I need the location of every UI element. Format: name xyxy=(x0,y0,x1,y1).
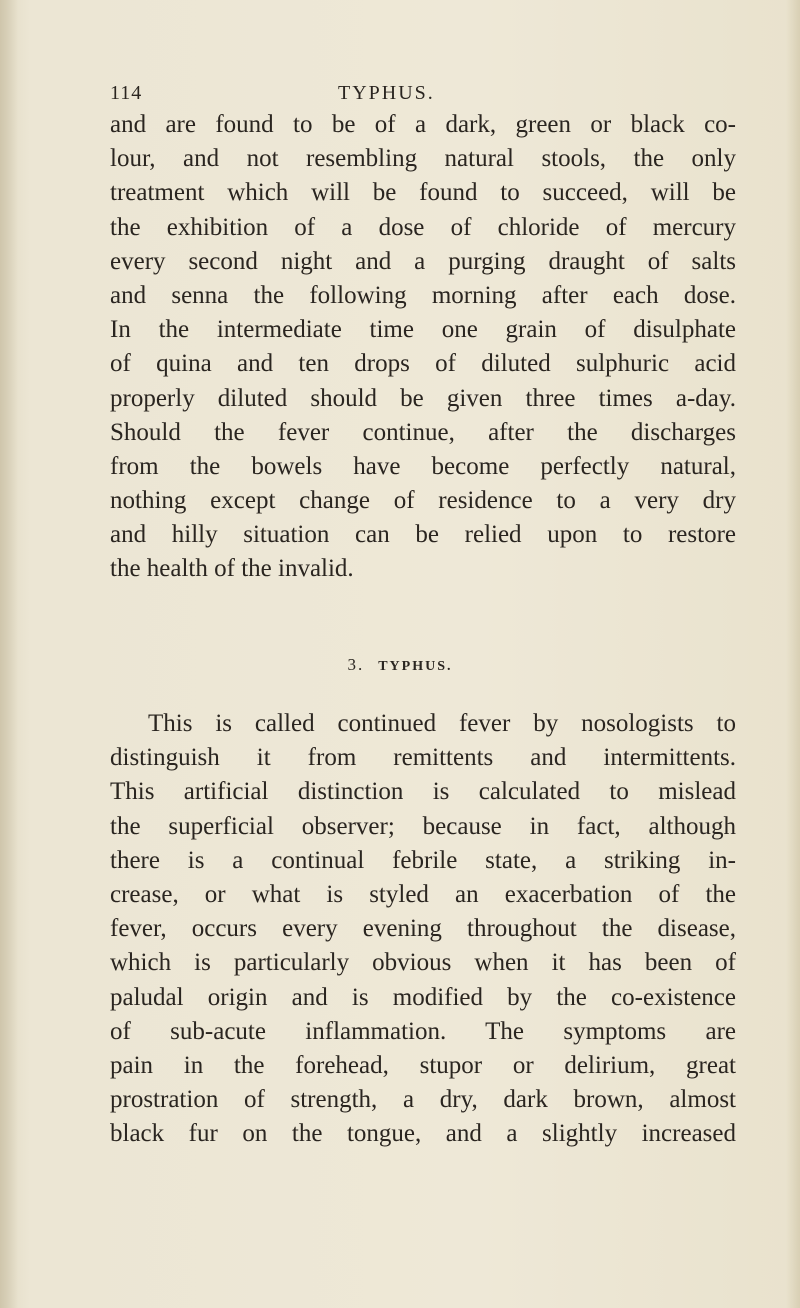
text-line: and senna the following morning after each dose. xyxy=(110,281,736,309)
text-line: pain in the forehead, stupor or delirium, great xyxy=(110,1051,736,1079)
text-line: and are found to be of a dark, green or black co- xyxy=(110,111,736,138)
text-line: In the intermediate time one grain of disulphate xyxy=(110,316,736,344)
text-line: which is particularly obvious when it has been of xyxy=(110,949,736,977)
text-line: from the bowels have become perfectly natural, xyxy=(110,452,736,480)
gutter-shadow xyxy=(0,0,18,1308)
running-title: TYPHUS. xyxy=(338,82,435,104)
text-line: and hilly situation can be relied upon to restore xyxy=(110,521,736,549)
text-line: lour, and not resembling natural stools, the only xyxy=(110,145,736,173)
text-line: Should the fever continue, after the discharges xyxy=(110,418,736,446)
text-line: crease, or what is styled an exacerbation of the xyxy=(110,880,736,908)
page-number: 114 xyxy=(110,82,143,104)
page-edge xyxy=(786,0,800,1308)
text-line: nothing except change of residence to a very dry xyxy=(110,487,736,515)
text-line: every second night and a purging draught of salts xyxy=(110,247,736,275)
section-heading xyxy=(0,655,800,675)
paragraph-continuation xyxy=(110,108,736,587)
text-line: fever, occurs every evening throughout the disease, xyxy=(110,915,736,943)
text-line: the superficial observer; because in fact, although xyxy=(110,812,736,840)
text-line: paludal origin and is modified by the co-existence xyxy=(110,983,736,1011)
text-line: of sub-acute inflammation. The symptoms are xyxy=(110,1017,736,1045)
text-line: This is called continued fever by nosologists to xyxy=(148,710,736,737)
text-line: there is a continual febrile state, a striking in- xyxy=(110,846,736,874)
text-line: of quina and ten drops of diluted sulphuric acid xyxy=(110,350,736,378)
text-line: black fur on the tongue, and a slightly increased xyxy=(110,1120,736,1148)
text-line: distinguish it from remittents and intermittents. xyxy=(110,744,736,772)
section-title: TYPHUS. xyxy=(378,659,453,674)
text-line: the exhibition of a dose of chloride of mercury xyxy=(110,213,736,241)
text-line: the health of the invalid. xyxy=(110,555,354,583)
text-line: This artificial distinction is calculated to mislead xyxy=(110,778,736,806)
text-line: treatment which will be found to succeed, will be xyxy=(110,179,736,207)
paragraph-typhus xyxy=(110,707,736,1151)
text-line: prostration of strength, a dry, dark brown, almost xyxy=(110,1086,736,1114)
section-number: 3. xyxy=(347,655,365,674)
text-line: properly diluted should be given three times a-day. xyxy=(110,384,736,412)
